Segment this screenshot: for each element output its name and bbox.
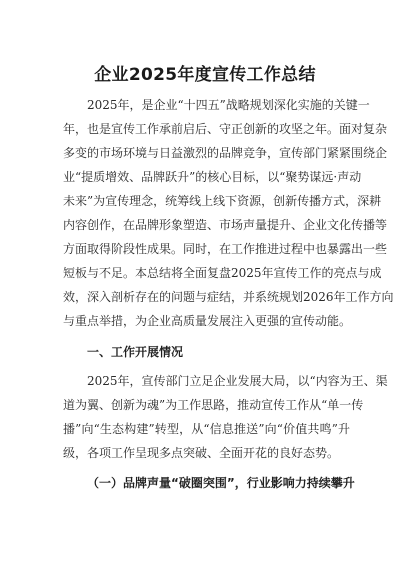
intro-line-9: 效，深入剖析存在的问题与症结，并系统规划2026年工作方向 <box>63 290 394 304</box>
intro-line-7: 方面取得阶段性成果。同时，在工作推进过程中也暴露出一些 <box>63 242 388 256</box>
section-heading: 一、工作开展情况 <box>87 345 184 359</box>
intro-line-1: 2025年，是企业“十四五”战略规划深化实施的关键一 <box>87 98 370 112</box>
section-line-1: 2025年，宣传部门立足企业发展大局，以“内容为王、渠 <box>87 374 388 388</box>
document-title: 企业2025年度宣传工作总结 <box>94 65 316 85</box>
intro-line-10: 与重点举措，为企业高质量发展注入更强的宣传动能。 <box>63 314 352 328</box>
intro-line-4: 业“提质增效、品牌跃升”的核心目标，以“聚势谋远·声动 <box>63 170 362 184</box>
intro-line-3: 多变的市场环境与日益激烈的品牌竞争，宣传部门紧紧围绕企 <box>63 146 388 160</box>
subsection-heading: （一）品牌声量“破圈突围”，行业影响力持续攀升 <box>87 476 355 490</box>
section-line-2: 道为翼、创新为魂”为工作思路，推动宣传工作从“单一传 <box>63 398 364 412</box>
intro-line-5: 未来”为宣传理念，统筹线上线下资源，创新传播方式，深耕 <box>63 194 382 208</box>
intro-line-6: 内容创作，在品牌形象塑造、市场声量提升、企业文化传播等 <box>63 218 388 232</box>
section-line-4: 级，各项工作呈现多点突破、全面开花的良好态势。 <box>63 446 340 460</box>
intro-line-2: 年，也是宣传工作承前启后、守正创新的攻坚之年。面对复杂 <box>63 122 388 136</box>
section-line-3: 播”向“生态构建”转型，从“信息推送”向“价值共鸣”升 <box>63 422 350 436</box>
intro-line-8: 短板与不足。本总结将全面复盘2025年宣传工作的亮点与成 <box>63 266 382 280</box>
